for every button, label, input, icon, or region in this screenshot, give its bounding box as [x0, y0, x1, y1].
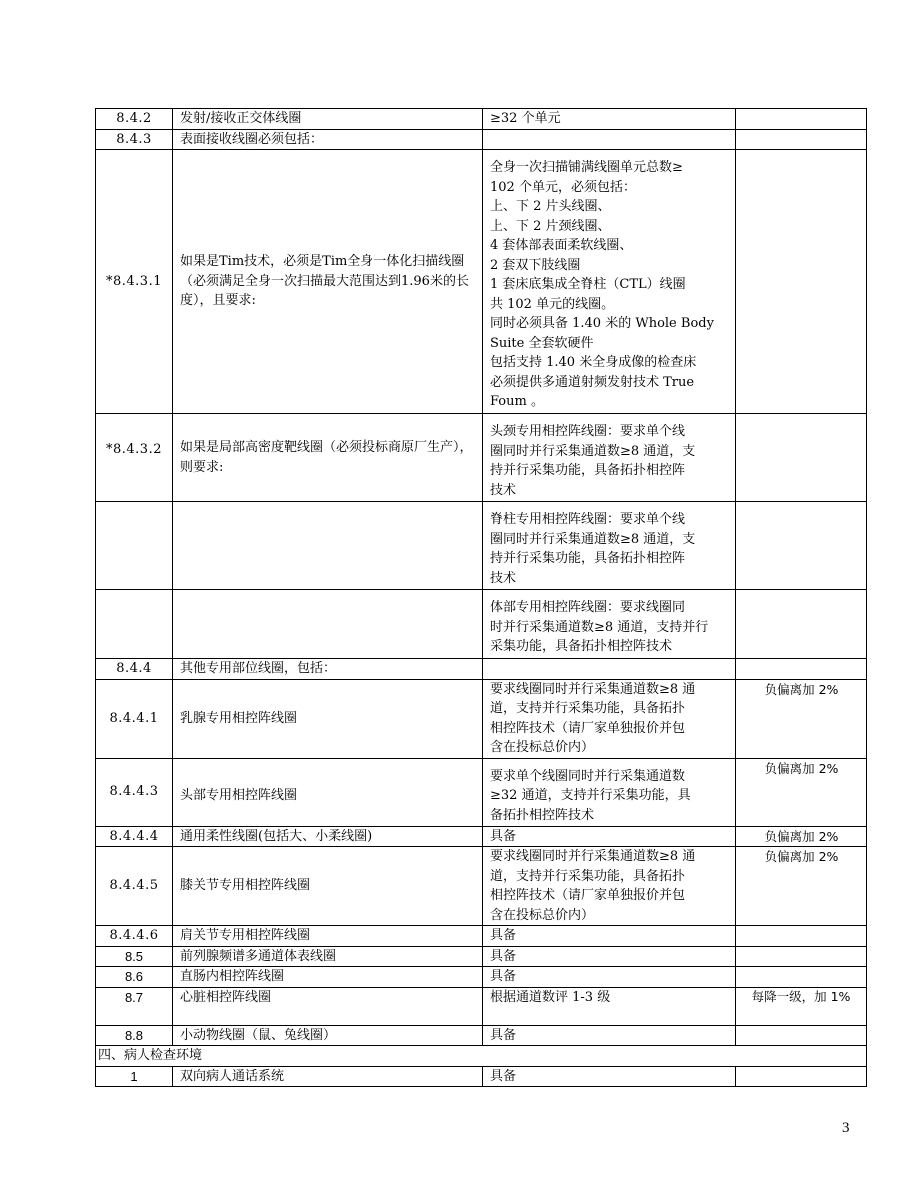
specification-table [95, 108, 867, 1087]
item-requirement: 根据通道数评 1-3 级 [483, 987, 736, 1025]
item-number [96, 590, 173, 659]
item-number: *8.4.3.1 [96, 150, 173, 414]
item-number: 8.4.2 [96, 109, 173, 130]
item-name: 头部专用相控阵线圈 [173, 758, 483, 826]
item-note: 负偏离加 2% [736, 847, 867, 926]
item-name: 心脏相控阵线圈 [173, 987, 483, 1025]
table-row [96, 926, 867, 947]
item-requirement: 体部专用相控阵线圈：要求线圈同 时并行采集通道数≥8 通道，支持并行 采集功能，具备拓扑相控阵技术 [483, 590, 736, 659]
table-row [96, 1066, 867, 1087]
item-requirement: 具备 [483, 826, 736, 847]
item-number: 8.4.4.6 [96, 926, 173, 947]
item-requirement [483, 129, 736, 150]
item-number: 8.7 [96, 987, 173, 1025]
item-number: 8.4.4.3 [96, 758, 173, 826]
item-number [96, 502, 173, 590]
item-name: 如果是Tim技术，必须是Tim全身一体化扫描线圈（必须满足全身一次扫描最大范围达到1.96米的长度），且要求: [173, 150, 483, 414]
table-row [96, 414, 867, 502]
item-name: 前列腺频谱多通道体表线圈 [173, 946, 483, 967]
item-note: 负偏离加 2% [736, 826, 867, 847]
item-name: 肩关节专用相控阵线圈 [173, 926, 483, 947]
item-requirement: 具备 [483, 1025, 736, 1046]
item-requirement: 要求单个线圈同时并行采集通道数 ≥32 通道，支持并行采集功能，具 备拓扑相控阵技术 [483, 758, 736, 826]
item-name: 通用柔性线圈(包括大、小柔线圈) [173, 826, 483, 847]
table-row [96, 109, 867, 130]
item-requirement: 脊柱专用相控阵线圈：要求单个线 圈同时并行采集通道数≥8 通道，支 持并行采集功能，具备拓扑相控阵 技术 [483, 502, 736, 590]
item-requirement [483, 659, 736, 680]
item-number: 8.4.4.5 [96, 847, 173, 926]
item-requirement: 具备 [483, 946, 736, 967]
item-note [736, 109, 867, 130]
page-number: 3 [842, 1120, 850, 1136]
item-number: 8.4.4.4 [96, 826, 173, 847]
item-note [736, 1066, 867, 1087]
item-note [736, 502, 867, 590]
item-requirement: 全身一次扫描铺满线圈单元总数≥ 102 个单元，必须包括： 上、下 2 片头线圈、 上、下 2 片颈线圈、 4 套体部表面柔软线圈、 2 套双下肢线圈 1 套床底集成全脊柱（CTL）线圈 共 102 单元的线圈。 同时必须具备 1.40 米的 Whole Body Suite 全套软硬件 包括支持 1.40 米全身成像的检查床 必须提供多通道射频发射技术 True Foum 。 [483, 150, 736, 414]
item-note [736, 967, 867, 988]
item-name: 如果是局部高密度靶线圈（必须投标商原厂生产），则要求: [173, 414, 483, 502]
section-heading: 四、病人检查环境 [96, 1046, 867, 1067]
table-row [96, 967, 867, 988]
item-name: 表面接收线圈必须包括： [173, 129, 483, 150]
item-note [736, 414, 867, 502]
item-requirement: 头颈专用相控阵线圈：要求单个线 圈同时并行采集通道数≥8 通道，支 持并行采集功能，具备拓扑相控阵 技术 [483, 414, 736, 502]
item-name: 发射/接收正交体线圈 [173, 109, 483, 130]
item-requirement: 要求线圈同时并行采集通道数≥8 通 道，支持并行采集功能，具备拓扑 相控阵技术（请厂家单独报价并包 含在投标总价内） [483, 679, 736, 758]
table-row [96, 1025, 867, 1046]
item-name: 双向病人通话系统 [173, 1066, 483, 1087]
table-row [96, 659, 867, 680]
item-note [736, 1025, 867, 1046]
item-note [736, 150, 867, 414]
item-number: 8.4.4 [96, 659, 173, 680]
table-row [96, 946, 867, 967]
item-note [736, 590, 867, 659]
item-number: 8.4.3 [96, 129, 173, 150]
table-row [96, 826, 867, 847]
item-name [173, 590, 483, 659]
table-row [96, 150, 867, 414]
item-note [736, 946, 867, 967]
table-row [96, 590, 867, 659]
item-note [736, 659, 867, 680]
item-name: 直肠内相控阵线圈 [173, 967, 483, 988]
item-number: 1 [96, 1066, 173, 1087]
item-note: 每降一级，加 1% [736, 987, 867, 1025]
item-number: 8.8 [96, 1025, 173, 1046]
item-note [736, 129, 867, 150]
item-name: 膝关节专用相控阵线圈 [173, 847, 483, 926]
item-number: 8.5 [96, 946, 173, 967]
item-name: 小动物线圈（鼠、兔线圈） [173, 1025, 483, 1046]
item-name: 乳腺专用相控阵线圈 [173, 679, 483, 758]
item-requirement: 要求线圈同时并行采集通道数≥8 通 道，支持并行采集功能，具备拓扑 相控阵技术（请厂家单独报价并包 含在投标总价内） [483, 847, 736, 926]
item-number: *8.4.3.2 [96, 414, 173, 502]
item-requirement: 具备 [483, 967, 736, 988]
section-row [96, 1046, 867, 1067]
item-requirement: 具备 [483, 926, 736, 947]
table-row [96, 679, 867, 758]
item-number: 8.4.4.1 [96, 679, 173, 758]
table-row [96, 502, 867, 590]
item-name: 其他专用部位线圈，包括： [173, 659, 483, 680]
item-requirement: ≥32 个单元 [483, 109, 736, 130]
item-number: 8.6 [96, 967, 173, 988]
item-note [736, 926, 867, 947]
item-requirement: 具备 [483, 1066, 736, 1087]
table-row [96, 758, 867, 826]
table-row [96, 129, 867, 150]
table-row [96, 987, 867, 1025]
item-note: 负偏离加 2% [736, 758, 867, 826]
item-note: 负偏离加 2% [736, 679, 867, 758]
item-name [173, 502, 483, 590]
table-row [96, 847, 867, 926]
